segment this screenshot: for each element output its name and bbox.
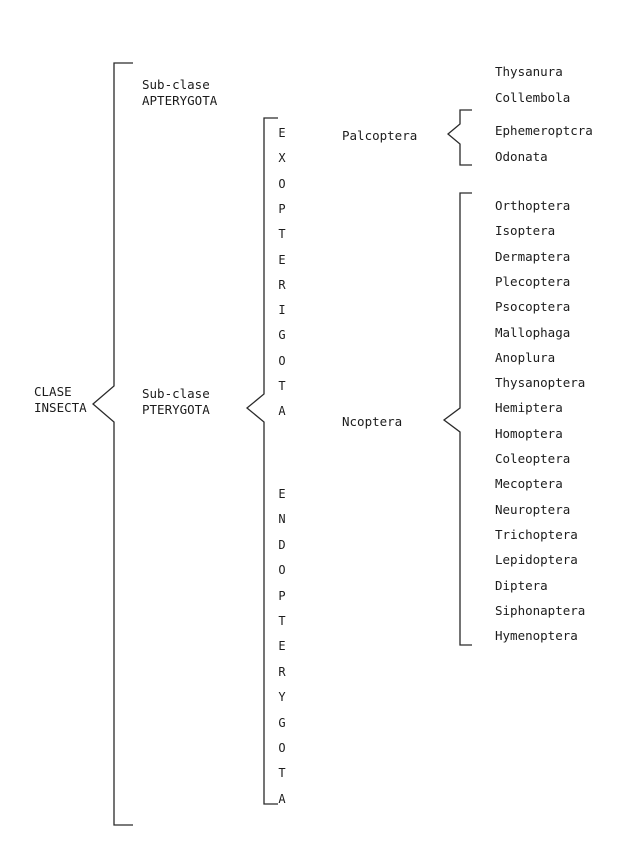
exopterigota-letter: E xyxy=(278,126,286,140)
endopterygota-letter: T xyxy=(278,766,286,781)
order-anoplura: Anoplura xyxy=(495,349,556,365)
order-coleoptera: Coleoptera xyxy=(495,451,571,466)
order-thysanoptera: Thysanoptera xyxy=(495,375,586,391)
endopterygota-letter: T xyxy=(278,614,286,628)
exopterigota-letter: O xyxy=(278,176,286,191)
order-isoptera: Isoptera xyxy=(495,223,556,239)
endopterygota-letter: R xyxy=(278,664,286,679)
endopterygota-letter: N xyxy=(278,512,286,527)
apterygota-subclase-text: Sub-clase xyxy=(142,77,210,92)
endopterygota-letter: A xyxy=(278,791,286,806)
order-diptera: Diptera xyxy=(495,577,548,593)
insecta-text: INSECTA xyxy=(34,400,87,415)
exopterigota-letter: E xyxy=(278,252,286,267)
pterygota-label xyxy=(142,386,210,418)
endopterygota-letter: Y xyxy=(278,690,286,705)
order-odonata: Odonata xyxy=(495,149,548,164)
paleoptera-bracket xyxy=(448,110,472,165)
exopterigota-letter: G xyxy=(278,328,286,343)
clase-text: CLASE xyxy=(34,384,72,399)
endopterygota-letter: G xyxy=(278,715,286,730)
order-hemiptera: Hemiptera xyxy=(495,400,563,416)
clase-insecta-bracket xyxy=(93,63,133,825)
exopterigota-letter: A xyxy=(278,404,286,419)
exopterigota-letter: X xyxy=(278,151,286,166)
order-siphonaptera: Siphonaptera xyxy=(495,602,586,618)
paleoptera-label: Palcoptera xyxy=(342,128,418,143)
order-hymenoptera: Hymenoptera xyxy=(495,628,578,644)
endopterygota-letter: D xyxy=(278,537,286,552)
pterygota-text: PTERYGOTA xyxy=(142,402,210,417)
order-mecoptera: Mecoptera xyxy=(495,476,563,492)
order-orthoptera: Orthoptera xyxy=(495,198,571,213)
neoptera-bracket xyxy=(444,193,472,645)
order-collembola: Collembola xyxy=(495,90,571,105)
endopterygota-letter: O xyxy=(278,563,286,578)
apterygota-text: APTERYGOTA xyxy=(142,93,218,108)
order-plecoptera: Plecoptera xyxy=(495,273,571,289)
apterygota-label xyxy=(142,77,217,109)
clase-insecta-label xyxy=(34,384,87,416)
order-neuroptera: Neuroptera xyxy=(495,501,571,517)
order-homoptera: Homoptera xyxy=(495,425,563,441)
pterygota-bracket xyxy=(247,118,278,804)
exopterigota-letter: R xyxy=(278,277,286,292)
order-psocoptera: Psocoptera xyxy=(495,299,571,315)
order-thysanura: Thysanura xyxy=(495,64,563,79)
order-lepidoptera: Lepidoptera xyxy=(495,552,578,568)
exopterigota-letter: T xyxy=(278,227,286,242)
exopterigota-letter: T xyxy=(278,379,286,393)
exopterigota-letter: I xyxy=(278,303,286,318)
endopterygota-letter: P xyxy=(278,588,286,603)
neoptera-label: Ncoptera xyxy=(342,414,403,429)
order-ephemeroptcra: Ephemeroptcra xyxy=(495,123,593,138)
endopterygota-letter: O xyxy=(278,741,286,755)
exopterigota-letter: P xyxy=(278,201,286,216)
order-trichoptera: Trichoptera xyxy=(495,526,578,542)
order-dermaptera: Dermaptera xyxy=(495,248,571,264)
endopterygota-letter: E xyxy=(278,487,286,501)
order-mallophaga: Mallophaga xyxy=(495,324,571,340)
endopterygota-letter: E xyxy=(278,639,286,654)
exopterigota-letter: O xyxy=(278,353,286,368)
pterygota-subclase-text: Sub-clase xyxy=(142,386,210,401)
